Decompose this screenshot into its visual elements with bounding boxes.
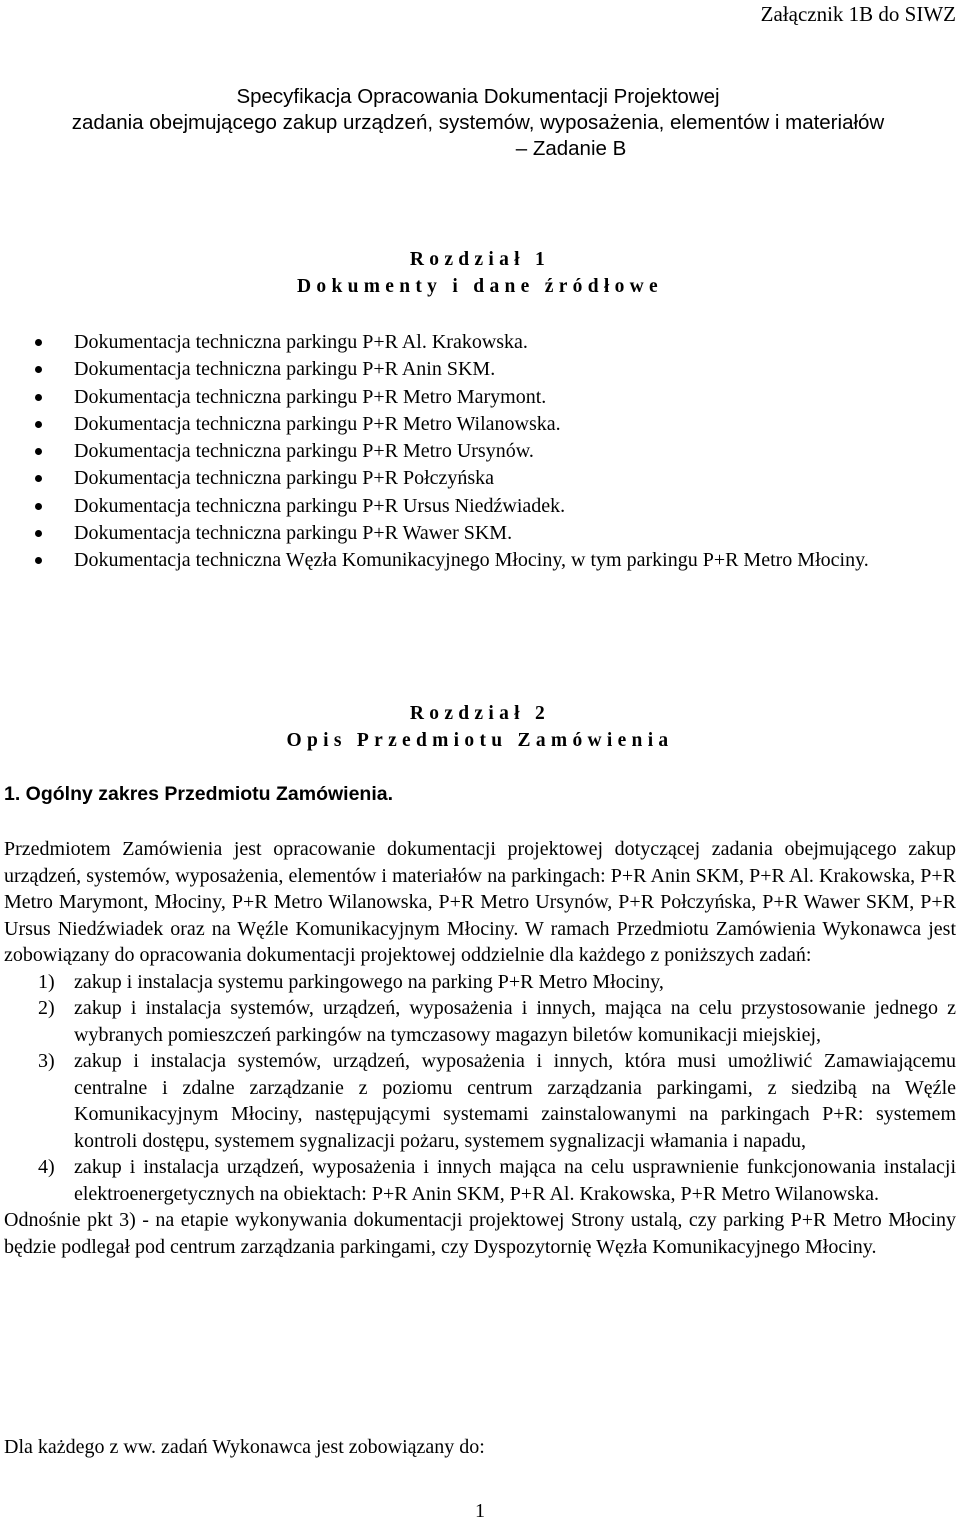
task-number: 2) — [38, 997, 55, 1019]
list-item — [4, 995, 956, 1048]
list-item: Dokumentacja techniczna parkingu P+R Wawer SKM. — [0, 520, 956, 547]
annex-label: Załącznik 1B do SIWZ — [760, 2, 956, 26]
document-title — [0, 84, 956, 162]
list-item: Dokumentacja techniczna parkingu P+R Ursus Niedźwiadek. — [0, 493, 956, 520]
chapter-2-heading — [0, 700, 960, 754]
title-line-1: Specyfikacja Opracowania Dokumentacji Projektowej — [236, 85, 720, 108]
task-number: 4) — [38, 1156, 55, 1178]
title-line-2: zadania obejmującego zakup urządzeń, systemów, wyposażenia, elementów i materiałów — [71, 111, 885, 134]
chapter-2-number: Rozdział 2 — [409, 703, 551, 724]
task-text: zakup i instalacja systemów, urządzeń, wyposażenia i innych, mająca na celu przystosowanie jednego z wybranych pomieszczeń parkingów na tymczasowy magazyn biletów komunikacji miejskiej, — [74, 997, 956, 1046]
source-documents-list — [0, 329, 956, 575]
chapter-1-heading — [0, 246, 960, 300]
list-item — [4, 1154, 956, 1207]
tasks-list — [4, 969, 956, 1208]
note-paragraph: Odnośnie pkt 3) - na etapie wykonywania dokumentacji projektowej Strony ustalą, czy parking P+R Metro Młociny będzie podlegał pod centrum zarządzania parkingami, czy Dyspozytornię Węzła Komunikacyjnego Młociny. — [4, 1209, 956, 1258]
chapter-1-title: Dokumenty i dane źródłowe — [297, 276, 663, 297]
section-1-body — [4, 836, 956, 1260]
list-item: Dokumentacja techniczna Węzła Komunikacyjnego Młociny, w tym parkingu P+R Metro Młociny. — [0, 547, 956, 574]
list-item — [4, 1048, 956, 1154]
task-number: 1) — [38, 970, 55, 993]
closing-paragraph: Dla każdego z ww. zadań Wykonawca jest zobowiązany do: — [4, 1436, 485, 1458]
list-item: Dokumentacja techniczna parkingu P+R Połczyńska — [0, 465, 956, 492]
list-item: Dokumentacja techniczna parkingu P+R Metro Ursynów. — [0, 438, 956, 465]
list-item: Dokumentacja techniczna parkingu P+R Anin SKM. — [0, 356, 956, 383]
task-text: zakup i instalacja systemów, urządzeń, wyposażenia i innych, która musi umożliwić Zamawiającemu centralne i zdalne zarządzanie z poziomu centrum zarządzania parkingami, z siedzibą na Węźle Komunikacyjnym Młociny, następującymi systemami zainstalowanymi na parkingach P+R: systemem kontroli dostępu, systemem sygnalizacji pożaru, systemem sygnalizacji włamania i napadu, — [74, 1050, 956, 1152]
list-item — [4, 969, 956, 996]
list-item: Dokumentacja techniczna parkingu P+R Al. Krakowska. — [0, 329, 956, 356]
task-text: zakup i instalacja urządzeń, wyposażenia i innych mająca na celu usprawnienie funkcjonowania instalacji elektroenergetycznych na obiektach: P+R Anin SKM, P+R Al. Krakowska, P+R Metro Wilanowska. — [74, 1156, 956, 1205]
list-item: Dokumentacja techniczna parkingu P+R Metro Marymont. — [0, 384, 956, 411]
intro-paragraph: Przedmiotem Zamówienia jest opracowanie dokumentacji projektowej dotyczącej zadania obejmującego zakup urządzeń, systemów, wyposażenia, elementów i materiałów na parkingach: P+R Anin SKM, P+R Al. Krakowska, P+R Metro Marymont, Młociny, P+R Metro Wilanowska, P+R Metro Ursynów, P+R Połczyńska, P+R Wawer SKM, P+R Ursus Niedźwiadek oraz na Węźle Komunikacyjnym Młociny. W ramach Przedmiotu Zamówienia Wykonawca jest zobowiązany do opracowania dokumentacji projektowej oddzielnie dla każdego z poniższych zadań: — [4, 838, 956, 966]
list-item: Dokumentacja techniczna parkingu P+R Metro Wilanowska. — [0, 411, 956, 438]
page-number: 1 — [475, 1500, 485, 1522]
chapter-1-number: Rozdział 1 — [409, 249, 551, 270]
chapter-2-title: Opis Przedmiotu Zamówienia — [286, 730, 674, 751]
task-number: 3) — [38, 1050, 55, 1072]
task-text: zakup i instalacja systemu parkingowego na parking P+R Metro Młociny, — [74, 970, 664, 993]
section-1-heading: 1. Ogólny zakres Przedmiotu Zamówienia. — [4, 783, 394, 805]
title-line-3: – Zadanie B — [515, 137, 627, 160]
